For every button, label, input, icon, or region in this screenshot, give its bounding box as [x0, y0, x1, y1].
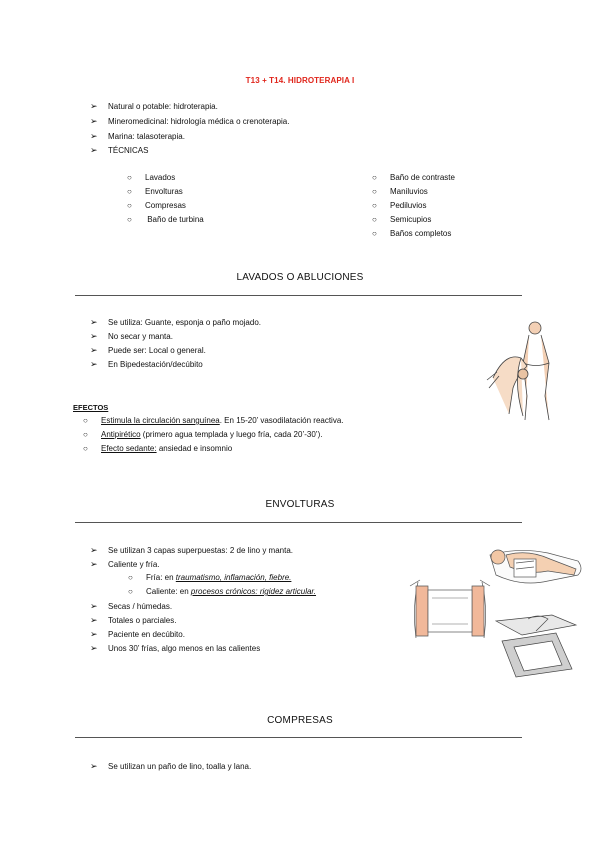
lying-person-head: [491, 550, 505, 564]
list-item: ○ Caliente: en procesos crónicos: rigidez articular.: [128, 587, 317, 596]
arrow-bullet-icon: ➢: [90, 559, 98, 569]
list-item: ➢ Mineromedicinal: hidrología médica o crenoterapia.: [90, 116, 290, 126]
list-item: ○ Pediluvios: [372, 201, 427, 210]
arrow-bullet-icon: ➢: [90, 545, 98, 555]
circle-bullet-icon: ○: [127, 173, 132, 182]
list-item: ○ Compresas: [127, 201, 186, 210]
list-item: ○ Lavados: [127, 173, 176, 182]
arrow-bullet-icon: ➢: [90, 131, 98, 141]
list-item: ➢ Totales o parciales.: [90, 615, 177, 625]
arrow-bullet-icon: ➢: [90, 601, 98, 611]
circle-bullet-icon: ○: [83, 444, 88, 453]
wrap-torso-illustration: [408, 578, 492, 640]
list-item: ➢ Paciente en decúbito.: [90, 629, 185, 639]
section-divider: [75, 295, 522, 296]
list-item: ➢ Se utiliza: Guante, esponja o paño mojado.: [90, 317, 261, 327]
arrow-bullet-icon: ➢: [90, 643, 98, 653]
list-item: ➢ Secas / húmedas.: [90, 601, 173, 611]
circle-bullet-icon: ○: [372, 229, 377, 238]
list-item: ➢ En Bipedestación/decúbito: [90, 359, 203, 369]
wrap-band: [428, 590, 472, 632]
arrow-bullet-icon: ➢: [90, 345, 98, 355]
list-item: ○ Fría: en traumatismo, inflamación, fiebre.: [128, 573, 292, 582]
list-item: ○ Maniluvios: [372, 187, 428, 196]
circle-bullet-icon: ○: [372, 187, 377, 196]
list-item: ○ Antipirético (primero agua templada y luego fría, cada 20’-30’).: [83, 430, 323, 439]
section-heading-lavados: LAVADOS O ABLUCIONES: [236, 272, 364, 283]
list-item: ➢ Natural o potable: hidroterapia.: [90, 101, 218, 111]
section-heading-compresas: COMPRESAS: [267, 715, 333, 726]
arrow-bullet-icon: ➢: [90, 116, 98, 126]
circle-bullet-icon: ○: [127, 187, 132, 196]
circle-bullet-icon: ○: [127, 215, 132, 224]
section-divider: [75, 522, 522, 523]
standing-person-head: [529, 322, 541, 334]
washing-illustration: [483, 318, 579, 422]
list-item: ○ Baños completos: [372, 229, 452, 238]
circle-bullet-icon: ○: [372, 173, 377, 182]
arrow-bullet-icon: ➢: [90, 629, 98, 639]
list-item: ➢ Se utilizan un paño de lino, toalla y lana.: [90, 761, 252, 771]
circle-bullet-icon: ○: [127, 201, 132, 210]
efectos-title: EFECTOS: [73, 403, 109, 412]
arrow-bullet-icon: ➢: [90, 101, 98, 111]
list-item: ➢ Se utilizan 3 capas superpuestas: 2 de lino y manta.: [90, 545, 293, 555]
arrow-bullet-icon: ➢: [90, 359, 98, 369]
list-item: ○ Estimula la circulación sanguínea. En 15-20’ vasodilatación reactiva.: [83, 416, 344, 425]
wrap-lying-illustration: [488, 541, 586, 599]
circle-bullet-icon: ○: [83, 416, 88, 425]
list-item: ➢ Marina: talasoterapia.: [90, 131, 185, 141]
wrap-cloth-illustration: [492, 611, 580, 679]
arrow-bullet-icon: ➢: [90, 317, 98, 327]
list-item: ○ Efecto sedante: ansiedad e insomnio: [83, 444, 233, 453]
list-item: ○ Baño de turbina: [127, 215, 204, 224]
circle-bullet-icon: ○: [372, 215, 377, 224]
list-item: ➢ TÉCNICAS: [90, 145, 149, 155]
folded-cloth: [496, 615, 576, 635]
circle-bullet-icon: ○: [128, 587, 133, 596]
arm-lines: [410, 580, 490, 586]
section-divider: [75, 737, 522, 738]
list-item: ○ Envolturas: [127, 187, 183, 196]
arrow-bullet-icon: ➢: [90, 145, 98, 155]
arrow-bullet-icon: ➢: [90, 331, 98, 341]
circle-bullet-icon: ○: [83, 430, 88, 439]
list-item: ➢ Unos 30’ frías, algo menos en las calientes: [90, 643, 261, 653]
list-item: ➢ Puede ser: Local o general.: [90, 345, 206, 355]
list-item: ➢ No secar y manta.: [90, 331, 173, 341]
list-item: ○ Baño de contraste: [372, 173, 455, 182]
bending-person-body: [493, 357, 527, 416]
list-item: ○ Semicupios: [372, 215, 432, 224]
list-item: ➢ Caliente y fría.: [90, 559, 160, 569]
section-heading-envolturas: ENVOLTURAS: [265, 499, 335, 510]
circle-bullet-icon: ○: [128, 573, 133, 582]
arrow-bullet-icon: ➢: [90, 615, 98, 625]
page-title: T13 + T14. HIDROTERAPIA I: [245, 76, 355, 85]
bending-person-head: [518, 369, 528, 379]
arrow-bullet-icon: ➢: [90, 761, 98, 771]
circle-bullet-icon: ○: [372, 201, 377, 210]
